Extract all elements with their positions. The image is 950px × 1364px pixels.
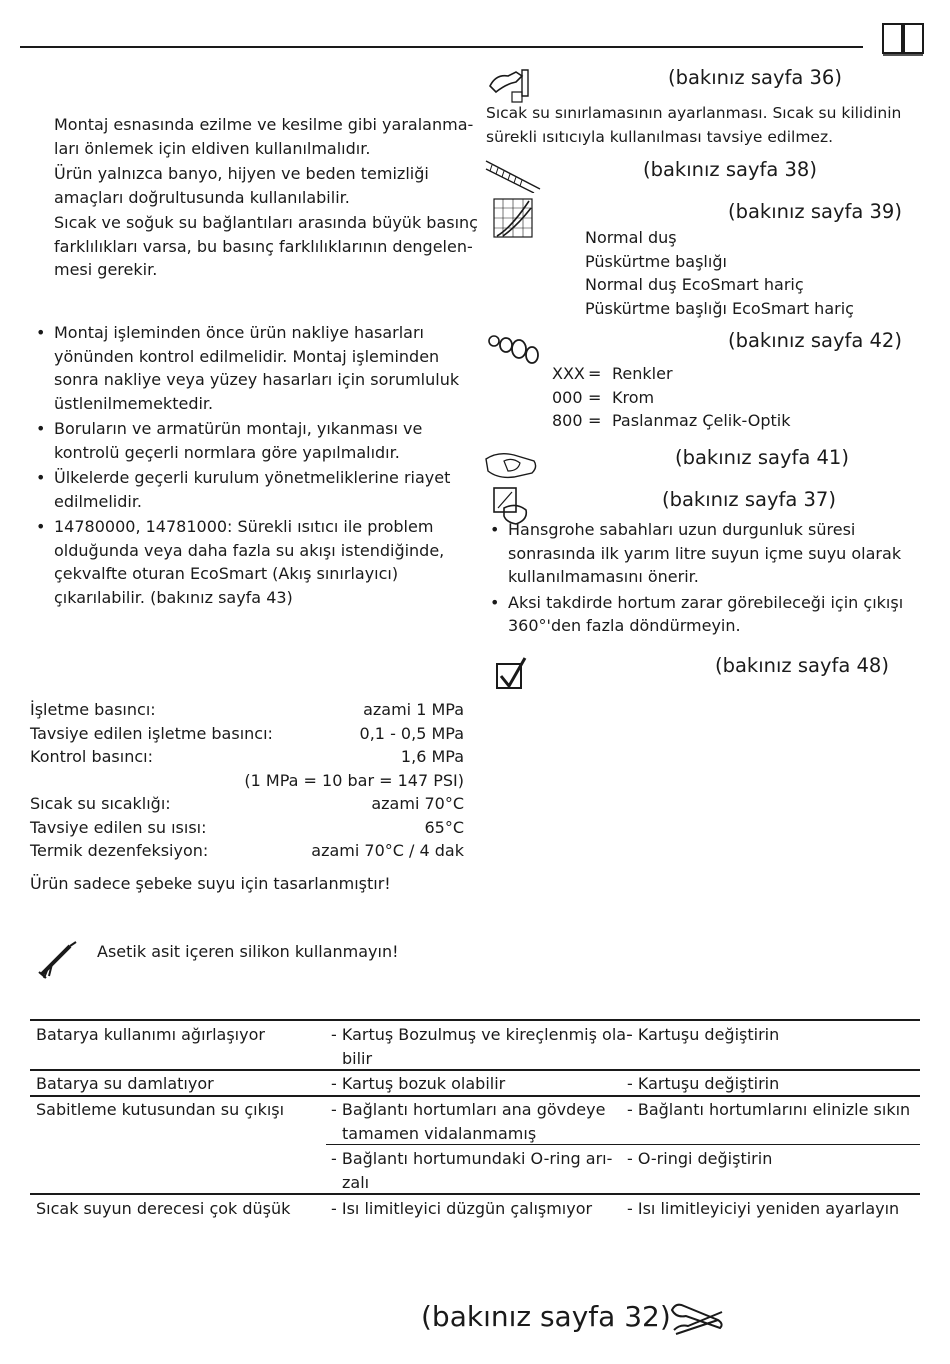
list-item: • Hansgrohe sabahları uzun durgunluk süresi sonrasında ilk yarım litre suyun içme suyu olarak kullanılmamasını önerir. — [490, 520, 902, 586]
ref-page-41: (bakınız sayfa 41) — [675, 446, 849, 469]
ref-page-48: (bakınız sayfa 48) — [715, 654, 889, 677]
flow-list — [585, 226, 854, 320]
table-row: - Bağlantı hortumlarını elinizle sıkın — [627, 1100, 911, 1119]
cleaning-hand-icon — [484, 447, 540, 487]
flow-chart-icon — [493, 198, 533, 242]
table-row: Batarya su damlatıyor — [36, 1074, 214, 1093]
tech-row: Sıcak su sıcaklığı: azami 70°C — [30, 794, 464, 813]
tech-row: İşletme basıncı: azami 1 MPa — [30, 700, 464, 719]
safety-p2: Ürün yalnızca banyo, hijyen ve beden temizliği amaçları doğrultusunda kullanılabilir. — [54, 164, 429, 207]
open-book-icon — [881, 20, 925, 60]
safety-p3: Sıcak ve soğuk su bağlantıları arasında büyük basınç farklılıkları varsa, bu basınç farklılıklarının dengelen- mesi gerekir. — [54, 213, 478, 279]
notes-list — [490, 518, 904, 638]
list-item: Normal duş — [585, 228, 677, 247]
ruler-icon — [484, 157, 542, 197]
table-row: - Kartuş Bozulmuş ve kireçlenmiş ola- bilir — [331, 1025, 632, 1068]
checkbox-icon — [495, 656, 531, 696]
ref-page-36: (bakınız sayfa 36) — [668, 66, 842, 89]
tech-note: Ürün sadece şebeke suyu için tasarlanmıştır! — [30, 874, 391, 893]
safety-p1: Montaj esnasında ezilme ve kesilme gibi yaralanma- ları önlemek için eldiven kullanılmalıdır. — [54, 115, 474, 158]
silicone-gun-icon — [36, 940, 80, 984]
ref-page-39: (bakınız sayfa 39) — [728, 200, 902, 223]
tech-row: Kontrol basıncı: 1,6 MPa — [30, 747, 464, 766]
footer-ref: (bakınız sayfa 32) — [421, 1300, 671, 1333]
tech-row: Tavsiye edilen işletme basıncı: 0,1 - 0,5 MPa — [30, 723, 464, 743]
table-row: - Bağlantı hortumundaki O-ring arı- zalı — [331, 1149, 613, 1192]
safety-block — [54, 113, 478, 282]
table-row: - Kartuşu değiştirin — [627, 1074, 780, 1093]
silicone-note: Asetik asit içeren silikon kullanmayın! — [97, 942, 399, 961]
color-list — [552, 362, 790, 433]
list-item: Normal duş EcoSmart hariç — [585, 275, 804, 294]
ref-page-38: (bakınız sayfa 38) — [643, 158, 817, 181]
list-item: Püskürtme başlığı — [585, 251, 727, 271]
table-row: - Kartuş bozuk olabilir — [331, 1074, 506, 1093]
table-rule — [30, 1019, 920, 1021]
list-item: • Boruların ve armatürün montajı, yıkanması ve kontrolü geçerli normlara göre yapılmalıdır. — [36, 419, 423, 462]
list-item: 800 = Paslanmaz Çelik-Optik — [552, 411, 791, 430]
table-row: - Isı limitleyiciyi yeniden ayarlayın — [627, 1199, 900, 1218]
tech-row: Termik dezenfeksiyon: azami 70°C / 4 dak — [30, 841, 464, 860]
table-row: - Isı limitleyici düzgün çalışmıyor — [331, 1199, 593, 1218]
list-item: XXX = Renkler — [552, 364, 673, 383]
ref-page-37: (bakınız sayfa 37) — [662, 488, 836, 511]
list-item: Püskürtme başlığı EcoSmart hariç — [585, 298, 854, 318]
table-row: - Kartuşu değiştirin — [627, 1025, 780, 1044]
table-row: Sıcak suyun derecesi çok düşük — [36, 1199, 291, 1218]
table-row: - Bağlantı hortumları ana gövdeye tamamen vidalanmamış — [331, 1100, 606, 1143]
list-item: • Ülkelerde geçerli kurulum yönetmeliklerine riayet edilmelidir. — [36, 468, 451, 511]
install-list — [36, 321, 460, 609]
tech-row: (1 MPa = 10 bar = 147 PSI) — [244, 770, 464, 790]
table-row: Batarya kullanımı ağırlaşıyor — [36, 1025, 265, 1044]
hot-water-text: Sıcak su sınırlamasının ayarlanması. Sıcak su kilidinin sürekli ısıtıcıyla kullanılması tavsiye edilmez. — [486, 104, 902, 146]
list-item: 000 = Krom — [552, 387, 655, 407]
table-row: Sabitleme kutusundan su çıkışı — [36, 1100, 285, 1119]
parts-icon — [486, 331, 542, 371]
list-item: • 14780000, 14781000: Sürekli ısıtıcı ile problem olduğunda veya daha fazla su akışı istendiğinde, çekvalfte oturan EcoSmart (Akış sınırlayıcı) çıkarılabilir. (bakınız sayfa 43) — [36, 517, 445, 607]
list-item: • Montaj işleminden önce ürün nakliye hasarları yönünden kontrol edilmelidir. Montaj işleminden sonra nakliye veya yüzey hasarları için sorumluluk üstlenilmemektedir. — [36, 323, 460, 413]
list-item: • Aksi takdirde hortum zarar görebileceği için çıkışı 360°'den fazla döndürmeyin. — [490, 592, 904, 635]
ref-page-42: (bakınız sayfa 42) — [728, 329, 902, 352]
header-rule — [20, 46, 863, 48]
table-row: - O-ringi değiştirin — [627, 1149, 773, 1168]
wrench-icon — [668, 1300, 726, 1344]
tech-row: Tavsiye edilen su ısısı: 65°C — [30, 817, 464, 837]
